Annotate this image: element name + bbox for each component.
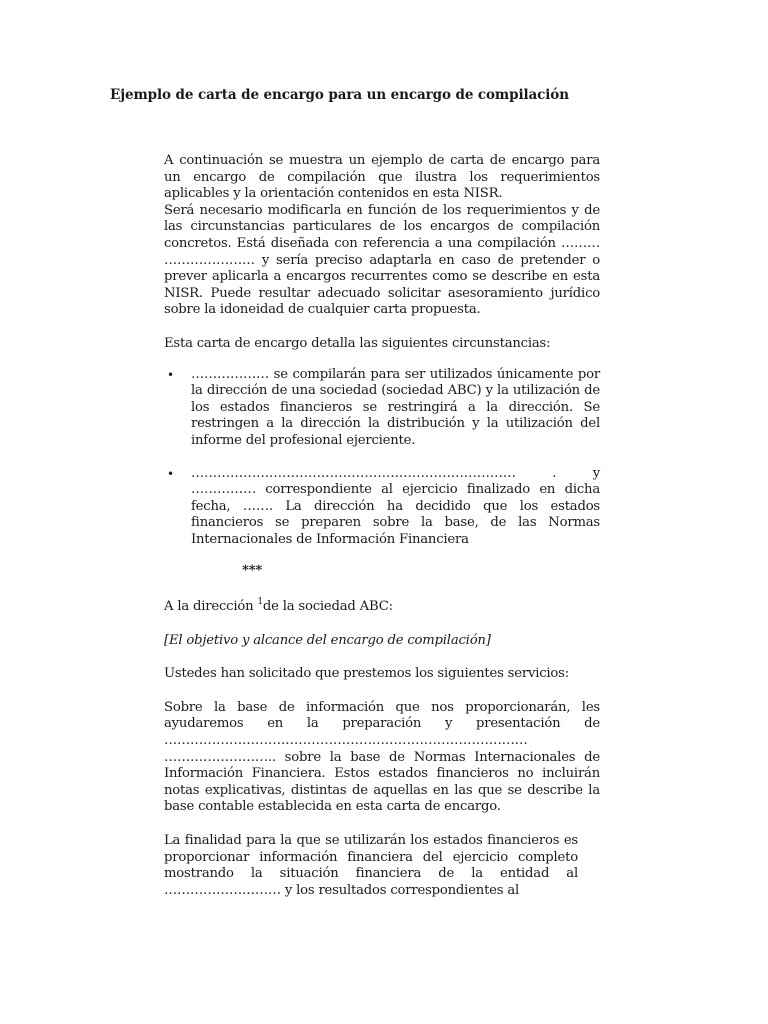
intro-paragraph-2: Será necesario modificarla en función de los requerimientos y de las circunstancias particulares de los encargos de compilación concretos. Está diseñada con referencia a una compilación ……… ………………… y sería preciso adaptarla en caso de pretender o prever aplicarla a encargos recurrentes como se describe en esta NISR. Puede resultar adecuado solicitar asesoramiento jurídico sobre la idoneidad de cualquier carta propuesta. (164, 202, 600, 318)
circumstances-list (164, 367, 600, 549)
salutation-prefix: A la dirección (164, 599, 258, 615)
circumstances-intro: Esta carta de encargo detalla las siguientes circunstancias: (164, 335, 551, 351)
salutation (164, 594, 600, 616)
bullet-icon: • (167, 367, 174, 382)
intro-paragraph-1: A continuación se muestra un ejemplo de carta de encargo para un encargo de compilación que ilustra los requerimientos aplicables y la orientación contenidos en esta NISR. (164, 153, 600, 202)
section-heading: [El objetivo y alcance del encargo de compilación] (164, 632, 491, 648)
bullet-icon: • (167, 466, 174, 481)
footnote-marker: 1 (257, 597, 263, 608)
document-body (164, 153, 600, 899)
list-item (164, 367, 600, 450)
list-item (164, 466, 600, 549)
services-intro: Ustedes han solicitado que prestemos los siguientes servicios: (164, 666, 569, 682)
salutation-suffix: de la sociedad ABC: (262, 599, 393, 615)
purpose-paragraph: La finalidad para la que se utilizarán los estados financieros es proporcionar información financiera del ejercicio completo mostrando la situación financiera de la entidad al ……………………… y los resultados correspondientes al (164, 833, 578, 898)
document-title: Ejemplo de carta de encargo para un encargo de compilación (110, 87, 569, 103)
basis-paragraph: Sobre la base de información que nos proporcionarán, les ayudaremos en la preparación y presentación de ………………………………………………………………………… …………………….. sobre la base de Normas Internacionales de Información Financiera. Estos estados financieros no incluirán notas explicativas, distintas de aquellas en las que se describe la base contable establecida en esta carta de encargo. (164, 699, 600, 815)
bullet-text-1: ……………… se compilarán para ser utilizados únicamente por la dirección de una sociedad (sociedad ABC) y la utilización de los estados financieros se restringirá a la dirección. Se restringen a la dirección la distribución y la utilización del informe del profesional ejerciente. (191, 366, 600, 448)
bullet-text-2: ………………………………………………………………… . y …………… correspondiente al ejercicio finalizado en dicha fecha, ……. La dirección ha decidido que los estados financieros se preparen sobre la base, de las Normas Internacionales de Información Financiera (191, 465, 600, 547)
section-separator: *** (242, 563, 263, 579)
